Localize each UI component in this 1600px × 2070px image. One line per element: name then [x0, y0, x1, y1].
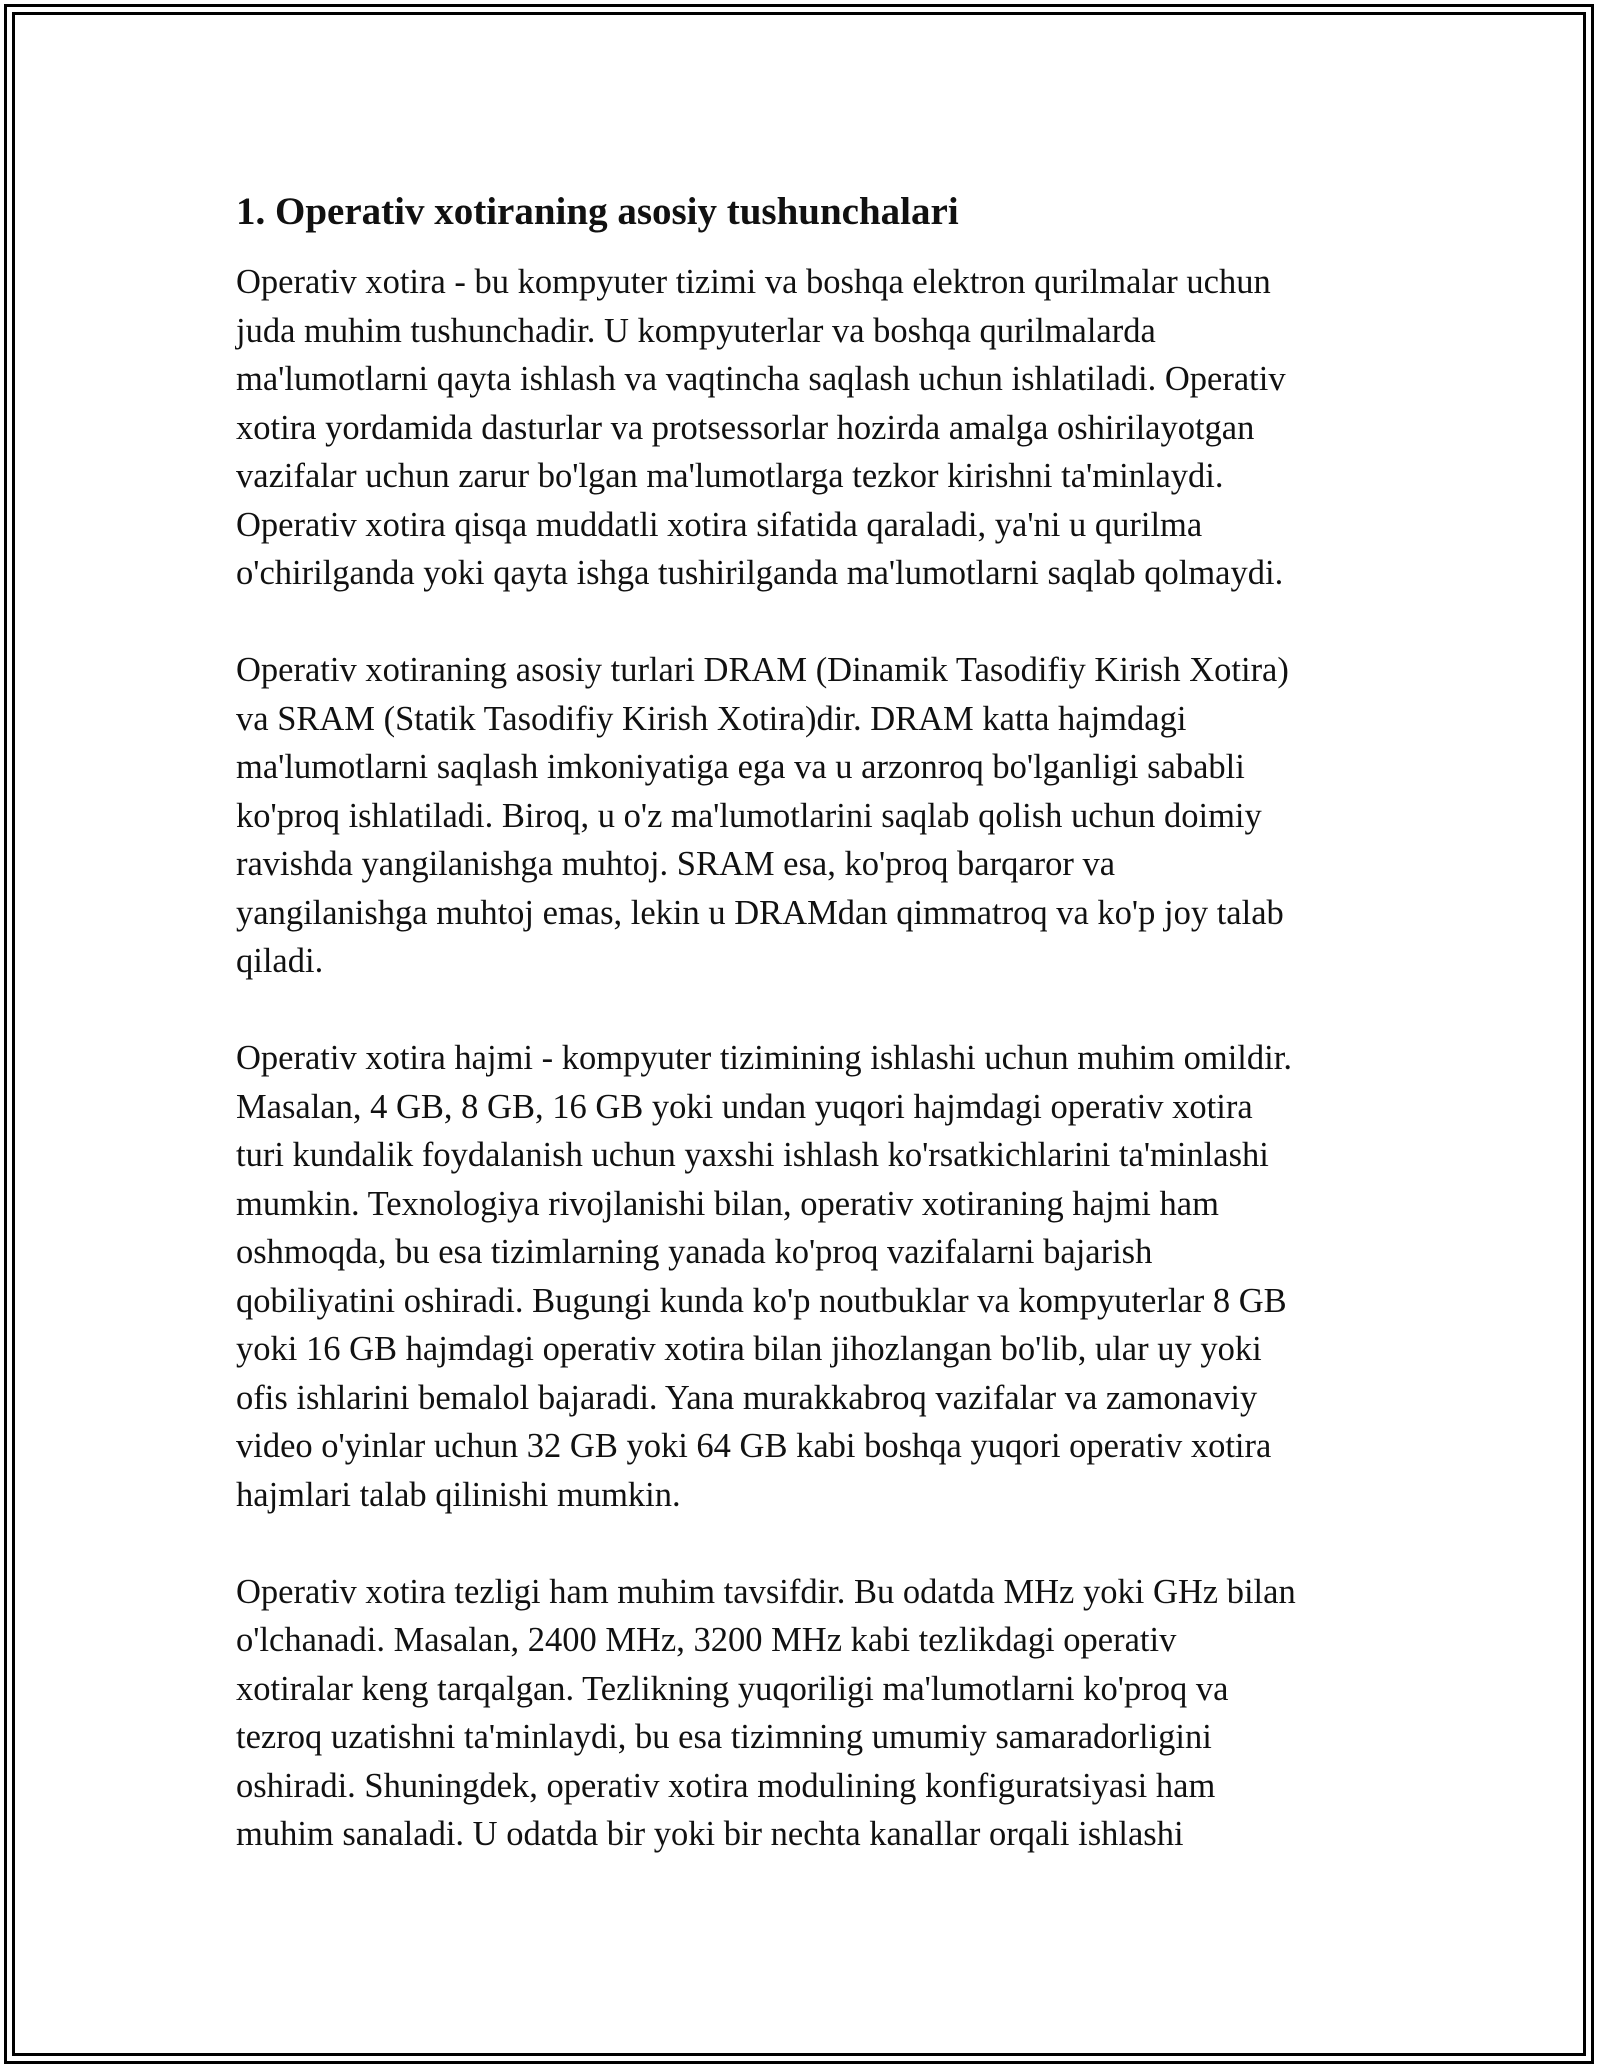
text-line: ko'proq ishlatiladi. Biroq, u o'z ma'lumotlarini saqlab qolish uchun doimiy [236, 796, 1262, 835]
text-line: tezroq uzatishni ta'minlaydi, bu esa tizimning umumiy samaradorligini [236, 1718, 1212, 1756]
text-line: Operativ xotira - bu kompyuter tizimi va boshqa elektron qurilmalar uchun [236, 263, 1271, 301]
text-line: ma'lumotlarni qayta ishlash va vaqtincha saqlash uchun ishlatiladi. Operativ [236, 360, 1286, 398]
paragraph-capacity [236, 1034, 1366, 1519]
text-line: yoki 16 GB hajmdagi operativ xotira bilan jihozlangan bo'lib, ular uy yoki [236, 1330, 1262, 1368]
text-line: va SRAM (Statik Tasodifiy Kirish Xotira)dir. DRAM katta hajmdagi [236, 699, 1187, 738]
text-line: Operativ xotira hajmi - kompyuter tizimining ishlashi uchun muhim omildir. [236, 1039, 1292, 1077]
paragraph-speed [236, 1568, 1366, 1859]
text-line: qobiliyatini oshiradi. Bugungi kunda ko'p noutbuklar va kompyuterlar 8 GB [236, 1281, 1287, 1320]
text-line: o'lchanadi. Masalan, 2400 MHz, 3200 MHz kabi tezlikdagi operativ [236, 1621, 1177, 1659]
text-line: o'chirilganda yoki qayta ishga tushirilganda ma'lumotlarni saqlab qolmaydi. [236, 554, 1284, 592]
text-line: yangilanishga muhtoj emas, lekin u DRAMdan qimmatroq va ko'p joy talab [236, 893, 1284, 932]
text-line: oshmoqda, bu esa tizimlarning yanada ko'proq vazifalarni bajarish [236, 1233, 1153, 1271]
text-line: vazifalar uchun zarur bo'lgan ma'lumotlarga tezkor kirishni ta'minlaydi. [236, 457, 1224, 495]
text-line: muhim sanaladi. U odatda bir yoki bir nechta kanallar orqali ishlashi [236, 1815, 1184, 1853]
section-heading: 1. Operativ xotiraning asosiy tushunchalari [236, 190, 959, 233]
paragraph-definition [236, 258, 1366, 598]
text-line: turi kundalik foydalanish uchun yaxshi ishlash ko'rsatkichlarini ta'minlashi [236, 1136, 1269, 1174]
text-line: mumkin. Texnologiya rivojlanishi bilan, operativ xotiraning hajmi ham [236, 1184, 1219, 1223]
text-line: ofis ishlarini bemalol bajaradi. Yana murakkabroq vazifalar va zamonaviy [236, 1378, 1258, 1417]
text-line: ma'lumotlarni saqlash imkoniyatiga ega va u arzonroq bo'lganligi sababli [236, 748, 1245, 786]
text-line: qiladi. [236, 942, 324, 980]
text-line: Operativ xotira tezligi ham muhim tavsifdir. Bu odatda MHz yoki GHz bilan [236, 1572, 1296, 1611]
text-line: Operativ xotiraning asosiy turlari DRAM (Dinamik Tasodifiy Kirish Xotira) [236, 651, 1289, 689]
text-line: hajmlari talab qilinishi mumkin. [236, 1475, 681, 1514]
text-line: video o'yinlar uchun 32 GB yoki 64 GB kabi boshqa yuqori operativ xotira [236, 1427, 1272, 1465]
text-line: ravishda yangilanishga muhtoj. SRAM esa, ko'proq barqaror va [236, 845, 1116, 883]
text-line: Masalan, 4 GB, 8 GB, 16 GB yoki undan yuqori hajmdagi operativ xotira [236, 1087, 1253, 1126]
document-body [236, 188, 1366, 1907]
text-line: xotira yordamida dasturlar va protsessorlar hozirda amalga oshirilayotgan [236, 408, 1255, 447]
text-line: xotiralar keng tarqalgan. Tezlikning yuqoriligi ma'lumotlarni ko'proq va [236, 1669, 1229, 1708]
text-line: oshiradi. Shuningdek, operativ xotira modulining konfiguratsiyasi ham [236, 1766, 1216, 1805]
text-line: juda muhim tushunchadir. U kompyuterlar va boshqa qurilmalarda [236, 311, 1156, 350]
text-line: Operativ xotira qisqa muddatli xotira sifatida qaraladi, ya'ni u qurilma [236, 505, 1203, 544]
paragraph-types [236, 646, 1366, 986]
